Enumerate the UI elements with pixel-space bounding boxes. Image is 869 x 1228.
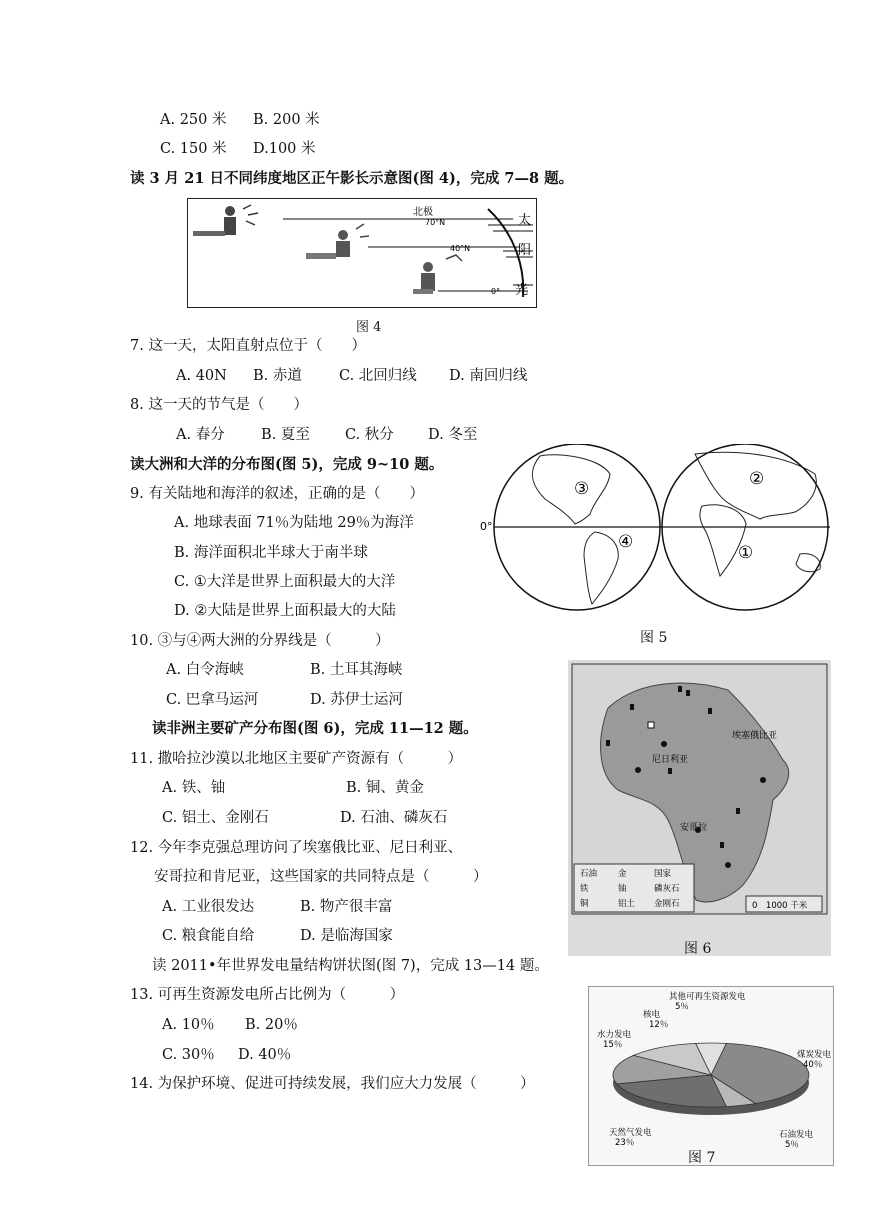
figure-4-shadow-diagram (187, 198, 537, 308)
q9-option-c: C. ①大洋是世界上面积最大的大洋 (174, 574, 396, 590)
q10-stem: 10. ③与④两大洲的分界线是（ ） (130, 633, 390, 649)
pie-value-label: 5％ (675, 1002, 689, 1012)
intro-q13-14: 读 2011•年世界发电量结构饼状图(图 7)，完成 13—14 题。 (152, 958, 549, 974)
uranium-marker (648, 722, 654, 728)
pie-value-label: 12％ (649, 1020, 669, 1030)
nigeria-label: 尼日利亚 (652, 755, 689, 765)
q10-option-b: B. 土耳其海峡 (310, 662, 403, 678)
q12-option-d: D. 是临海国家 (300, 928, 393, 944)
pie-category-label: 煤炭发电 (797, 1050, 832, 1060)
q7-option-d: D. 南回归线 (449, 368, 528, 384)
figure-7-caption: 图 7 (688, 1150, 716, 1166)
q11-option-d: D. 石油、磷灰石 (340, 810, 448, 826)
q13-stem: 13. 可再生资源发电所占比例为（ ） (130, 987, 405, 1003)
marker-1: ① (738, 543, 754, 563)
q12-stem: 12. 今年李克强总理访问了埃塞俄比亚、尼日利亚、 (130, 840, 463, 856)
q12-option-b: B. 物产很丰富 (300, 899, 393, 915)
q9-option-a: A. 地球表面 71％为陆地 29％为海洋 (174, 515, 414, 531)
q7-option-c: C. 北回归线 (339, 368, 417, 384)
q13-option-d: D. 40％ (238, 1047, 292, 1063)
q9-stem: 9. 有关陆地和海洋的叙述，正确的是（ ） (130, 486, 424, 502)
equator-label: 0° (480, 520, 493, 533)
figure-7-pie-chart (588, 986, 834, 1166)
person-70n-icon (193, 205, 258, 236)
q11-option-b: B. 铜、黄金 (346, 780, 424, 796)
q7-option-a: A. 40N (176, 368, 227, 384)
sun-label-3: 光 (515, 283, 529, 298)
sun-label-1: 太 (518, 213, 532, 228)
ethiopia-label: 埃塞俄比亚 (732, 731, 778, 741)
pie-category-label: 其他可再生资源发电 (669, 992, 746, 1002)
scale-label: 0 1000 千米 (752, 901, 808, 911)
q8-option-d: D. 冬至 (428, 427, 478, 443)
figure-6-svg (568, 660, 831, 956)
legend-uranium: 铀 (618, 884, 627, 894)
pole-label: 北极 (413, 207, 433, 218)
q12-stem-continued: 安哥拉和肯尼亚，这些国家的共同特点是（ ） (154, 869, 488, 885)
legend-iron: 铁 (580, 884, 589, 894)
legend-country: 国家 (654, 869, 672, 879)
pie-category-label: 水力发电 (597, 1030, 632, 1040)
legend-oil: 石油 (580, 869, 598, 879)
marker-3: ③ (574, 479, 590, 499)
q7-option-b: B. 赤道 (253, 368, 302, 384)
legend-diamond: 金刚石 (654, 899, 680, 909)
q12-option-c: C. 粮食能自给 (162, 928, 255, 944)
figure-7-svg (589, 987, 833, 1165)
pie-category-label: 核电 (643, 1010, 661, 1020)
q8-option-b: B. 夏至 (261, 427, 310, 443)
lat40-label: 40°N (450, 244, 471, 253)
marker-4: ④ (618, 532, 634, 552)
marker-2: ② (749, 469, 765, 489)
q13-option-c: C. 30％ (162, 1047, 215, 1063)
q10-option-c: C. 巴拿马运河 (166, 692, 259, 708)
q6-option-d: D.100 米 (253, 141, 316, 157)
figure-6-africa-minerals (568, 660, 831, 956)
q11-option-a: A. 铁、铀 (162, 780, 226, 796)
q11-option-c: C. 铝土、金刚石 (162, 810, 269, 826)
sun-label-2: 阳 (518, 243, 532, 258)
intro-q9-10: 读大洲和大洋的分布图(图 5)，完成 9~10 题。 (130, 456, 444, 473)
q13-option-b: B. 20％ (245, 1017, 298, 1033)
pie-value-label: 23％ (615, 1138, 635, 1148)
legend-bauxite: 铝土 (618, 899, 636, 909)
pie-value-label: 5％ (785, 1140, 799, 1150)
q10-option-d: D. 苏伊士运河 (310, 692, 403, 708)
q6-option-b: B. 200 米 (253, 112, 320, 128)
intro-q11-12: 读非洲主要矿产分布图(图 6)，完成 11—12 题。 (152, 720, 478, 737)
q6-option-c: C. 150 米 (160, 141, 227, 157)
figure-5-svg (480, 444, 840, 644)
person-equator-icon (413, 255, 462, 294)
q9-option-d: D. ②大陆是世界上面积最大的大陆 (174, 603, 396, 619)
pie-category-label: 天然气发电 (609, 1128, 652, 1138)
q7-stem: 7. 这一天，太阳直射点位于（ ） (130, 338, 366, 354)
pie-value-label: 15％ (603, 1040, 623, 1050)
pie-category-label: 石油发电 (779, 1130, 814, 1140)
q10-option-a: A. 白令海峡 (166, 662, 244, 678)
q8-stem: 8. 这一天的节气是（ ） (130, 397, 308, 413)
figure-5-caption: 图 5 (640, 630, 668, 646)
q12-option-a: A. 工业很发达 (162, 899, 255, 915)
figure-4-svg (188, 199, 536, 307)
angola-label: 安哥拉 (680, 823, 708, 833)
lat0-label: 0° (491, 287, 501, 296)
figure-6-caption: 图 6 (684, 941, 712, 957)
q9-option-b: B. 海洋面积北半球大于南半球 (174, 545, 368, 561)
lat70-label: 70°N (425, 218, 446, 227)
intro-q7-8: 读 3 月 21 日不同纬度地区正午影长示意图(图 4)，完成 7—8 题。 (130, 170, 574, 187)
q8-option-c: C. 秋分 (345, 427, 394, 443)
legend-copper: 铜 (580, 899, 589, 909)
legend-gold: 金 (618, 869, 627, 879)
q8-option-a: A. 春分 (176, 427, 225, 443)
q6-option-a: A. 250 米 (160, 112, 227, 128)
q11-stem: 11. 撒哈拉沙漠以北地区主要矿产资源有（ ） (130, 751, 463, 767)
figure-5-world-map (480, 444, 840, 644)
legend-phosphate: 磷灰石 (654, 884, 680, 894)
q13-option-a: A. 10％ (162, 1017, 215, 1033)
person-40n-icon (306, 224, 369, 259)
figure-4-caption: 图 4 (356, 320, 382, 335)
pie-value-label: 40％ (803, 1060, 823, 1070)
q14-stem: 14. 为保护环境、促进可持续发展，我们应大力发展（ ） (130, 1076, 535, 1092)
